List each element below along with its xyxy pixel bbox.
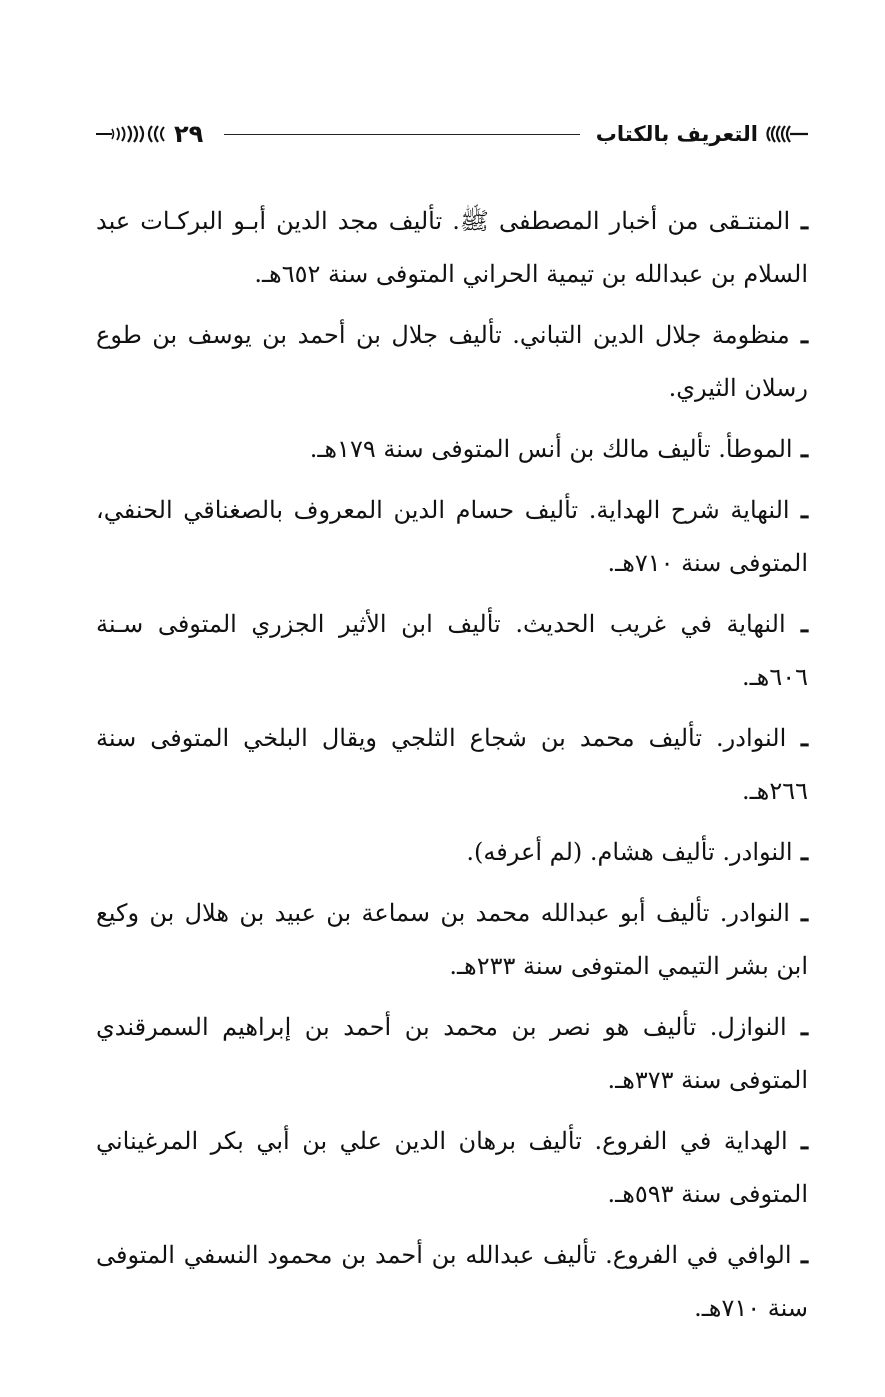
header-rule [224,134,580,135]
header-title-group [596,112,808,156]
running-header [96,112,808,156]
header-title: التعريف بالكتاب [595,122,758,146]
entry-text: المنتـقى من أخبار المصطفى ﷺ. تأليف مجد الدين أبـو البركـات عبد السلام بن عبدالله بن تيمية الحراني المتوفى سنة ٦٥٢هـ. [96,207,808,288]
list-item: ـ منظومة جلال الدين التباني. تأليف جلال بن أحمد بن يوسف بن طوع رسلان الثيري. [96,320,808,402]
entry-text: الوافي في الفروع. تأليف عبدالله بن أحمد بن محمود النسفي المتوفى سنة ٧١٠هـ. [96,1241,808,1322]
entry-text: منظومة جلال الدين التباني. تأليف جلال بن أحمد بن يوسف بن طوع رسلان الثيري. [96,321,808,402]
list-item: ـ الهداية في الفروع. تأليف برهان الدين علي بن أبي بكر المرغيناني المتوفى سنة ٥٩٣هـ. [96,1126,808,1208]
list-item: ـ النوادر. تأليف محمد بن شجاع الثلجي ويقال البلخي المتوفى سنة ٢٦٦هـ. [96,723,808,805]
entry-text: النهاية شرح الهداية. تأليف حسام الدين المعروف بالصغناقي الحنفي، المتوفى سنة ٧١٠هـ. [96,496,808,577]
list-item: ـ النهاية في غريب الحديث. تأليف ابن الأثير الجزري المتوفى سـنة ٦٠٦هـ. [96,609,808,691]
list-item: ـ النوازل. تأليف هو نصر بن محمد بن أحمد بن إبراهيم السمرقندي المتوفى سنة ٣٧٣هـ. [96,1012,808,1094]
entry-text: النوادر. تأليف هشام. (لم أعرفه). [466,838,793,866]
list-item: ـ النهاية شرح الهداية. تأليف حسام الدين المعروف بالصغناقي الحنفي، المتوفى سنة ٧١٠هـ. [96,495,808,577]
list-item: ـ النوادر. تأليف هشام. (لم أعرفه). [466,837,808,866]
header-page-group [96,112,203,156]
header-title-ornament-icon [764,123,808,145]
entry-text: النوازل. تأليف هو نصر بن محمد بن أحمد بن إبراهيم السمرقندي المتوفى سنة ٣٧٣هـ. [96,1013,808,1094]
list-item: ـ الوافي في الفروع. تأليف عبدالله بن أحمد بن محمود النسفي المتوفى سنة ٧١٠هـ. [96,1240,809,1322]
entry-text: الموطأ. تأليف مالك بن أنس المتوفى سنة ١٧٩هـ. [309,435,793,463]
list-item: ـ الموطأ. تأليف مالك بن أنس المتوفى سنة ١٧٩هـ. [309,434,808,463]
entry-text: النوادر. تأليف أبو عبدالله محمد بن سماعة بن عبيد بن هلال بن وكيع ابن بشر التيمي المتوفى سنة ٢٣٣هـ. [96,899,808,980]
entry-text: النوادر. تأليف محمد بن شجاع الثلجي ويقال البلخي المتوفى سنة ٢٦٦هـ. [96,724,808,805]
entry-list [96,194,808,1342]
list-item: ـ المنتـقى من أخبار المصطفى ﷺ. تأليف مجد الدين أبـو البركـات عبد السلام بن عبدالله بن تيمية الحراني المتوفى سنة ٦٥٢هـ. [96,206,809,288]
entry-text: الهداية في الفروع. تأليف برهان الدين علي بن أبي بكر المرغيناني المتوفى سنة ٥٩٣هـ. [96,1127,808,1208]
page-number: ٢٩ [174,120,204,148]
list-item: ـ النوادر. تأليف أبو عبدالله محمد بن سماعة بن عبيد بن هلال بن وكيع ابن بشر التيمي المتوفى سنة ٢٣٣هـ. [96,898,809,980]
page-number-ornament-icon [96,123,168,145]
entry-text: النهاية في غريب الحديث. تأليف ابن الأثير الجزري المتوفى سـنة ٦٠٦هـ. [96,610,808,691]
